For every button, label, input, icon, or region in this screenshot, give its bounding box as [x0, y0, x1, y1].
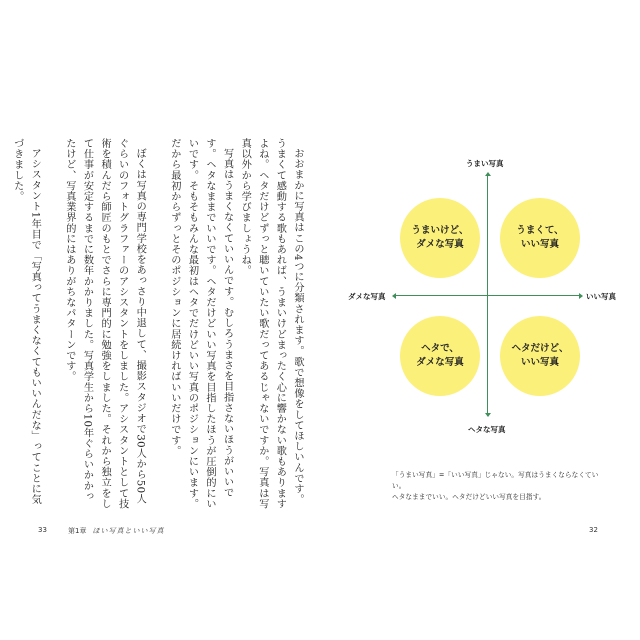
paragraph: ぼくは写真の専門学校をあっさり中退して、撮影スタジオで30人から50人ぐらいのフォトグラファーのアシスタントをしました。アシスタントとして技術を積んだら師匠のもとでさらに専門的に勉強をしました。それから独立をして仕事が安定するまでに数年かかりました。写真学生から10年ぐらいかかったけど、写真業界的にはありがちなパターンです。	[63, 138, 146, 509]
body-text	[11, 138, 306, 510]
arrow-down-icon	[485, 413, 491, 417]
paragraph: アシスタント1年目で「写真ってうまくなくてもいいんだな」ってことに気づきました。	[11, 138, 41, 505]
axis-label-left: ダメな写真	[348, 292, 386, 301]
paragraph: 写真はうまくなくていいんです。むしろうまさを目指さないほうがいいです。ヘタなままでいいです。ヘタだけどいい写真を目指したほうが圧倒的にいいです。そもそもみんな最初はヘタでだけどいい写真のポジションにいます。だから最初からずっとそのポジションに居続ければいいだけです。	[168, 138, 233, 509]
quadrant-line: ダメな写真	[416, 357, 464, 368]
quadrant-diagram	[338, 150, 616, 440]
caption-line: ヘタなままでいい。ヘタだけどいい写真を目指す。	[392, 493, 546, 501]
quadrant-bottom-right	[500, 316, 580, 396]
axis-label-bottom: ヘタな写真	[468, 425, 506, 434]
running-head	[68, 526, 164, 536]
arrow-right-icon	[579, 293, 583, 299]
quadrant-top-right	[500, 198, 580, 278]
paragraph: おおまかに写真はこの4つに分類されます。歌で想像をしてほしいんです。うまくて感動する歌もあれば、うまいけどまったく心に響かない歌もありますよね。ヘタだけどずっと聴いていたい歌だってあるじゃないですか。写真は写真以外から学びましょうね。	[239, 138, 303, 509]
quadrant-line: いい写真	[520, 357, 559, 368]
horizontal-axis	[394, 295, 580, 296]
axis-label-top: うまい写真	[466, 159, 504, 168]
caption-line: 「うまい写真」=「いい写真」じゃない。写真はうまくならなくていい。	[392, 471, 599, 490]
quadrant-top-left	[400, 198, 480, 278]
quadrant-line: ダメな写真	[416, 239, 464, 250]
page-number-right: 32	[589, 526, 598, 534]
page-number-left: 33	[38, 526, 47, 534]
quadrant-line: ヘタだけど、	[511, 343, 569, 354]
arrow-left-icon	[392, 293, 396, 299]
running-head-title: ほい写真といい写真	[92, 527, 165, 535]
running-head-chapter: 第1章	[68, 527, 87, 535]
arrow-up-icon	[485, 172, 491, 176]
quadrant-bottom-left	[400, 316, 480, 396]
quadrant-line: ヘタで、	[421, 343, 459, 354]
axis-label-right: いい写真	[586, 292, 616, 301]
quadrant-line: いい写真	[520, 239, 559, 250]
diagram-caption	[392, 470, 602, 503]
quadrant-line: うまくて、	[516, 225, 564, 236]
quadrant-line: うまいけど、	[411, 225, 469, 236]
